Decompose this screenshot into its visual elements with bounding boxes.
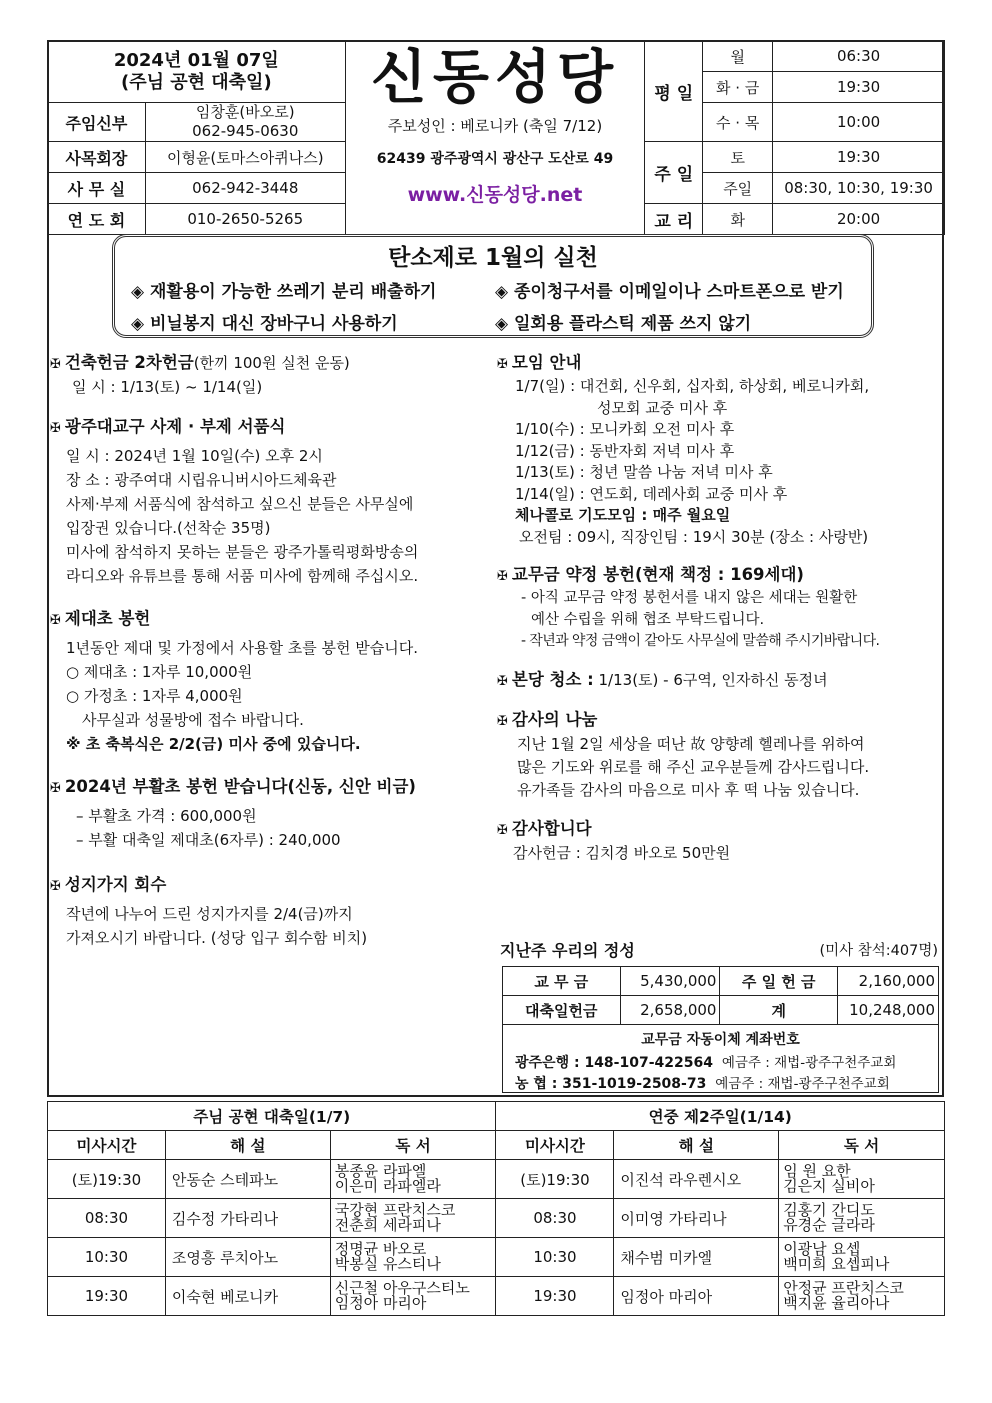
col-header: 해 설 bbox=[614, 1131, 779, 1160]
section-line: 많은 기도와 위로를 해 주신 교우분들께 감사드립니다. bbox=[517, 757, 870, 776]
offering-value: 10,248,000 bbox=[838, 996, 939, 1025]
section-line: 1/12(금) : 동반자회 저녁 미사 후 bbox=[515, 441, 735, 460]
section-title: ✠ 제대초 봉헌 bbox=[50, 609, 151, 628]
church-name: 신동성당 bbox=[370, 43, 620, 111]
section-line: 라디오와 유튜브를 통해 서품 미사에 함께해 주십시오. bbox=[66, 567, 419, 585]
banner-item: ◈ 종이청구서를 이메일이나 스마트폰으로 받기 bbox=[495, 282, 844, 302]
section-line: 장 소 : 광주여대 시립유니버시아드체육관 bbox=[66, 471, 337, 489]
mass-time: 08:30 bbox=[496, 1199, 614, 1238]
mass-time: 19:30 bbox=[48, 1277, 166, 1316]
section-mark-icon: ✠ bbox=[50, 357, 61, 372]
section-line: 일 시 : 2024년 1월 10일(수) 오후 2시 bbox=[66, 447, 323, 465]
weekday-day: 화 · 금 bbox=[703, 72, 773, 103]
banner-item: ◈ 일회용 플라스틱 제품 쓰지 않기 bbox=[495, 314, 752, 334]
section-body bbox=[50, 636, 490, 756]
commentator: 임정아 마리아 bbox=[614, 1277, 779, 1316]
commentator: 안동순 스테파노 bbox=[165, 1160, 330, 1199]
attendance-count: (미사 참석:407명) bbox=[819, 943, 938, 959]
table-row bbox=[48, 1238, 945, 1277]
commentator: 조영흥 루치아노 bbox=[165, 1238, 330, 1277]
readers: 신근철 아우구스티노 임정아 마리아 bbox=[330, 1277, 496, 1316]
bank-transfer-box bbox=[502, 1025, 939, 1093]
col-header: 미사시간 bbox=[48, 1131, 166, 1160]
section-line: 작년에 나누어 드린 성지가지를 2/4(금)까지 bbox=[66, 905, 353, 923]
section-line: 1/10(수) : 모니카회 오전 미사 후 bbox=[515, 420, 735, 438]
section-line: 오전팀 : 09시, 직장인팀 : 19시 30분 (장소 : 사랑반) bbox=[519, 527, 869, 546]
pastor-label: 주임신부 bbox=[48, 103, 146, 142]
section-line: ○ 가정초 : 1자루 4,000원 bbox=[66, 687, 243, 705]
section-line: 체나콜로 기도모임 : 매주 월요일 bbox=[515, 506, 731, 524]
section-line: 예산 수립을 위해 협조 부탁드립니다. bbox=[531, 611, 765, 628]
pastor-value bbox=[145, 103, 345, 142]
section-title: ✠ 감사의 나눔 bbox=[497, 709, 598, 729]
yeondo-label: 연 도 회 bbox=[48, 204, 146, 235]
section-line: – 부활초 가격 : 600,000원 bbox=[76, 807, 257, 825]
banner-title: 탄소제로 1월의 실천 bbox=[388, 245, 598, 271]
col-header: 해 설 bbox=[165, 1131, 330, 1160]
readers: 안정균 프란치스코 백지윤 율리아나 bbox=[779, 1277, 945, 1316]
section-line: – 부활 대축일 제대초(6자루) : 240,000 bbox=[76, 831, 341, 849]
mass-time: 10:30 bbox=[48, 1238, 166, 1277]
offering-header bbox=[500, 938, 940, 961]
mass-time: (토)19:30 bbox=[48, 1160, 166, 1199]
commentator: 이숙현 베로니카 bbox=[165, 1277, 330, 1316]
bank-account: 농 협 : 351-1019-2508-73 예금주 : 재법-광주구천주교회 bbox=[515, 1076, 890, 1092]
doctrine-day: 화 bbox=[703, 204, 773, 235]
section-line: 유가족들 감사의 마음으로 미사 후 떡 나눔 있습니다. bbox=[517, 780, 860, 799]
church-address: 62439 광주광역시 광산구 도산로 49 bbox=[376, 151, 614, 167]
readers: 임 원 요한 김은지 실비아 bbox=[779, 1160, 945, 1199]
banner-item: ◈ 재활용이 가능한 쓰레기 분리 배출하기 bbox=[131, 282, 437, 302]
section-title: ✠ 교무금 약정 봉헌(현재 책정 : 169세대) bbox=[497, 565, 804, 584]
section-body bbox=[497, 733, 937, 802]
commentator: 김수정 가타리나 bbox=[165, 1199, 330, 1238]
section-line: 입장권 있습니다.(선착순 35명) bbox=[66, 519, 271, 537]
section-line: ※ 초 축복식은 2/2(금) 미사 중에 있습니다. bbox=[66, 735, 361, 753]
sunday-day: 토 bbox=[703, 142, 773, 173]
section-line: 감사헌금 : 김치경 바오로 50만원 bbox=[513, 843, 731, 862]
section-mark-icon: ✠ bbox=[497, 673, 508, 689]
bank-title: 교무금 자동이체 계좌번호 bbox=[641, 1032, 800, 1048]
mass-time: 08:30 bbox=[48, 1199, 166, 1238]
schedule-left-title: 주님 공현 대축일(1/7) bbox=[48, 1102, 496, 1131]
patron-saint: 주보성인 : 베로니카 (축일 7/12) bbox=[387, 117, 603, 135]
section-line: ○ 제대초 : 1자루 10,000원 bbox=[66, 663, 253, 681]
readers: 봉종윤 라파엘 이은미 라파엘라 bbox=[330, 1160, 496, 1199]
section-line: 1/13(토) : 청년 말씀 나눔 저녁 미사 후 bbox=[515, 463, 773, 481]
section-title: ✠ 감사합니다 bbox=[497, 818, 592, 838]
carbon-zero-banner bbox=[112, 234, 874, 338]
church-info bbox=[345, 41, 645, 235]
church-website[interactable]: www.신동성당.net bbox=[407, 184, 583, 206]
section-mark-icon: ✠ bbox=[50, 781, 61, 796]
bulletin-date: 2024년 01월 07일 bbox=[113, 49, 279, 71]
section-line: 1/7(일) : 대건회, 신우회, 십자회, 하상회, 베로니카회, bbox=[515, 377, 870, 395]
section-body bbox=[497, 376, 937, 548]
section-mark-icon: ✠ bbox=[50, 421, 61, 436]
readers: 김홍기 간디도 유경순 글라라 bbox=[779, 1199, 945, 1238]
offering-label: 계 bbox=[720, 996, 838, 1025]
section-body bbox=[497, 842, 937, 864]
section-body bbox=[50, 902, 490, 950]
commentator: 이미영 가타리나 bbox=[614, 1199, 779, 1238]
section-line: 1/14(일) : 연도회, 데레사회 교중 미사 후 bbox=[515, 484, 788, 503]
doctrine-time: 20:00 bbox=[773, 204, 945, 235]
section-line: 사무실과 성물방에 접수 바랍니다. bbox=[82, 711, 304, 729]
mass-schedule-table bbox=[47, 1101, 945, 1316]
offering-value: 5,430,000 bbox=[620, 967, 720, 996]
readers: 정명균 바오로 박봉실 유스티나 bbox=[330, 1238, 496, 1277]
table-row bbox=[48, 1160, 945, 1199]
yeondo-phone: 010-2650-5265 bbox=[145, 204, 345, 235]
section-line: - 아직 교무금 약정 봉헌서를 내지 않은 세대는 원활한 bbox=[521, 590, 858, 606]
council-label: 사목회장 bbox=[48, 142, 146, 173]
section-line: 일 시 : 1/13(토) ~ 1/14(일) bbox=[72, 378, 263, 396]
offering-value: 2,160,000 bbox=[838, 967, 939, 996]
right-column bbox=[497, 352, 937, 864]
section-title: ✠ 건축헌금 2차헌금(한끼 100원 실천 운동) bbox=[50, 353, 350, 372]
mass-time: 10:30 bbox=[496, 1238, 614, 1277]
section-title: ✠ 본당 청소 : 1/13(토) - 6구역, 인자하신 동정녀 bbox=[497, 669, 828, 689]
feast-name: (주님 공현 대축일) bbox=[120, 71, 272, 93]
sunday-label: 주 일 bbox=[645, 142, 703, 204]
section-mark-icon: ✠ bbox=[50, 613, 61, 628]
office-label: 사 무 실 bbox=[48, 173, 146, 204]
weekday-day: 수 · 목 bbox=[703, 103, 773, 142]
section-title: ✠ 2024년 부활초 봉헌 받습니다(신동, 신안 비금) bbox=[50, 777, 416, 796]
offering-label: 교 무 금 bbox=[503, 967, 621, 996]
mass-time: 19:30 bbox=[496, 1277, 614, 1316]
section-mark-icon: ✠ bbox=[50, 879, 61, 894]
col-header: 독 서 bbox=[330, 1131, 496, 1160]
pastor-phone: 062-945-0630 bbox=[192, 122, 299, 140]
section-body bbox=[50, 444, 490, 588]
table-row bbox=[48, 1277, 945, 1316]
banner-item: ◈ 비닐봉지 대신 장바구니 사용하기 bbox=[131, 314, 398, 334]
section-mark-icon: ✠ bbox=[497, 569, 508, 584]
council-value: 이형윤(토마스아퀴나스) bbox=[145, 142, 345, 173]
sunday-day: 주일 bbox=[703, 173, 773, 204]
section-line: 사제·부제 서품식에 참석하고 싶으신 분들은 사무실에 bbox=[66, 495, 414, 513]
section-mark-icon: ✠ bbox=[497, 822, 508, 838]
schedule-right-title: 연중 제2주일(1/14) bbox=[496, 1102, 945, 1131]
offering-title: 지난주 우리의 정성 bbox=[500, 941, 635, 960]
doctrine-label: 교 리 bbox=[645, 204, 703, 235]
table-row bbox=[48, 1199, 945, 1238]
section-body bbox=[50, 804, 490, 852]
section-line: 지난 1월 2일 세상을 떠난 故 양향례 헬레나를 위하여 bbox=[517, 734, 865, 753]
offering-label: 대축일헌금 bbox=[503, 996, 621, 1025]
section-line: 미사에 참석하지 못하는 분들은 광주가톨릭평화방송의 bbox=[66, 543, 419, 561]
section-line: 가져오시기 바랍니다. (성당 입구 회수함 비치) bbox=[66, 929, 368, 947]
commentator: 채수범 미카엘 bbox=[614, 1238, 779, 1277]
commentator: 이진석 라우렌시오 bbox=[614, 1160, 779, 1199]
col-header: 독 서 bbox=[779, 1131, 945, 1160]
offering-value: 2,658,000 bbox=[620, 996, 720, 1025]
col-header: 미사시간 bbox=[496, 1131, 614, 1160]
readers: 이광남 요셉 백미희 요셉피나 bbox=[779, 1238, 945, 1277]
weekday-label: 평 일 bbox=[645, 41, 703, 142]
section-line: - 작년과 약정 금액이 같아도 사무실에 말씀해 주시기바랍니다. bbox=[521, 633, 880, 649]
section-mark-icon: ✠ bbox=[497, 713, 508, 729]
section-line: 1년동안 제대 및 가정에서 사용할 초를 봉헌 받습니다. bbox=[66, 639, 418, 657]
sunday-time: 08:30, 10:30, 19:30 bbox=[773, 173, 945, 204]
section-body bbox=[497, 588, 937, 653]
header-table bbox=[47, 40, 945, 235]
date-block bbox=[48, 41, 346, 103]
section-title: ✠ 성지가지 회수 bbox=[50, 875, 167, 894]
section-title: ✠ 광주대교구 사제 · 부제 서품식 bbox=[50, 417, 286, 436]
section-mark-icon: ✠ bbox=[497, 357, 508, 372]
section-line: 성모회 교중 미사 후 bbox=[597, 398, 728, 417]
mass-time: (토)19:30 bbox=[496, 1160, 614, 1199]
weekday-time: 10:00 bbox=[773, 103, 945, 142]
weekday-day: 월 bbox=[703, 41, 773, 72]
readers: 국강현 프란치스코 전춘희 세라피나 bbox=[330, 1199, 496, 1238]
office-phone: 062-942-3448 bbox=[145, 173, 345, 204]
offering-table bbox=[502, 966, 939, 1025]
sunday-time: 19:30 bbox=[773, 142, 945, 173]
pastor-name: 임창훈(바오로) bbox=[195, 103, 295, 121]
weekday-time: 06:30 bbox=[773, 41, 945, 72]
weekday-time: 19:30 bbox=[773, 72, 945, 103]
bank-account: 광주은행 : 148-107-422564 예금주 : 재법-광주구천주교회 bbox=[515, 1055, 897, 1071]
section-title: ✠ 모임 안내 bbox=[497, 353, 582, 372]
offering-label: 주 일 헌 금 bbox=[720, 967, 838, 996]
left-column bbox=[50, 352, 490, 950]
